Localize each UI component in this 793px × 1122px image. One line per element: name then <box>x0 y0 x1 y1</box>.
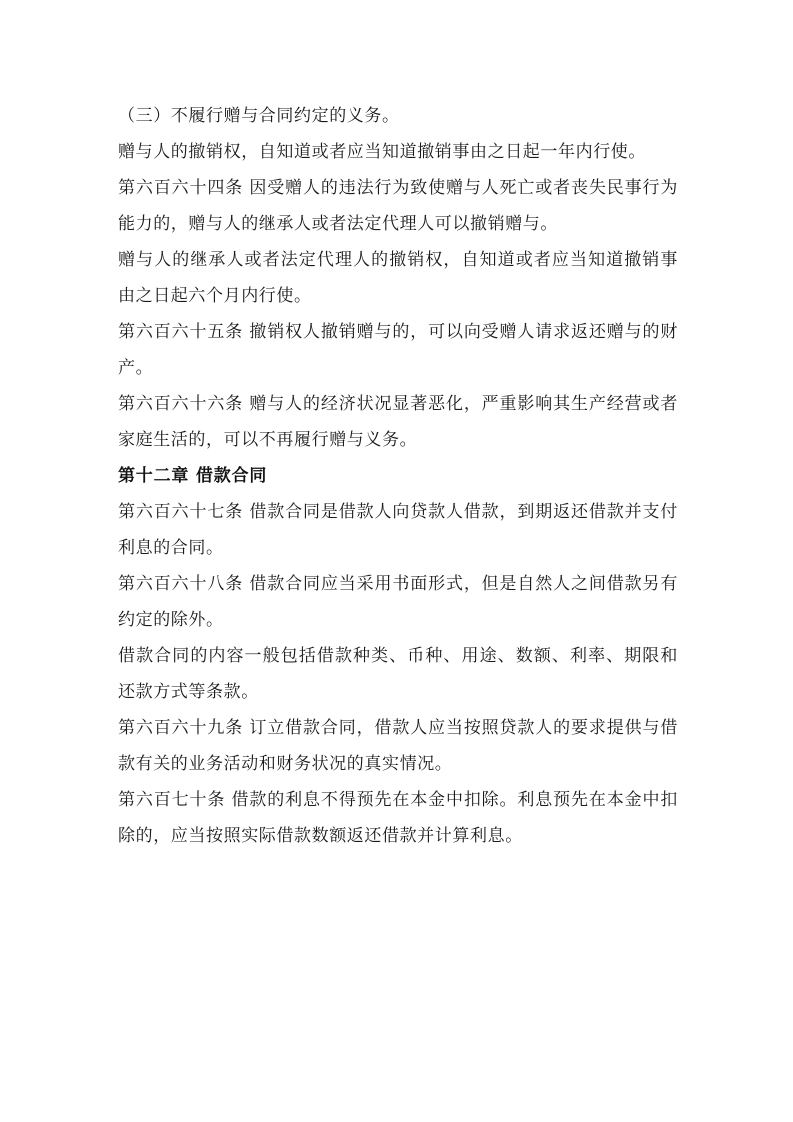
paragraph-article-668: 第六百六十八条 借款合同应当采用书面形式，但是自然人之间借款另有约定的除外。 <box>118 574 678 630</box>
paragraph-heir-revocation-period: 赠与人的继承人或者法定代理人的撤销权，自知道或者应当知道撤销事由之日起六个月内行使。 <box>118 250 678 306</box>
paragraph-article-664: 第六百六十四条 因受赠人的违法行为致使赠与人死亡或者丧失民事行为能力的，赠与人的继承人或者法定代理人可以撤销赠与。 <box>118 178 678 234</box>
paragraph-article-670: 第六百七十条 借款的利息不得预先在本金中扣除。利息预先在本金中扣除的，应当按照实际借款数额返还借款并计算利息。 <box>118 790 678 846</box>
paragraph-revocation-right-period: 赠与人的撤销权，自知道或者应当知道撤销事由之日起一年内行使。 <box>118 142 646 162</box>
paragraph-article-666: 第六百六十六条 赠与人的经济状况显著恶化，严重影响其生产经营或者家庭生活的，可以不再履行赠与义务。 <box>118 394 678 450</box>
paragraph-article-669: 第六百六十九条 订立借款合同，借款人应当按照贷款人的要求提供与借款有关的业务活动和财务状况的真实情况。 <box>118 718 678 774</box>
document-page <box>118 98 678 854</box>
paragraph-article-667: 第六百六十七条 借款合同是借款人向贷款人借款，到期返还借款并支付利息的合同。 <box>118 502 678 558</box>
paragraph-clause-3-obligation: （三）不履行赠与合同约定的义务。 <box>118 106 400 126</box>
chapter-heading: 第十二章 借款合同 <box>118 466 268 486</box>
paragraph-article-665: 第六百六十五条 撤销权人撤销赠与的，可以向受赠人请求返还赠与的财产。 <box>118 322 678 378</box>
paragraph-loan-contract-content: 借款合同的内容一般包括借款种类、币种、用途、数额、利率、期限和还款方式等条款。 <box>118 646 678 702</box>
